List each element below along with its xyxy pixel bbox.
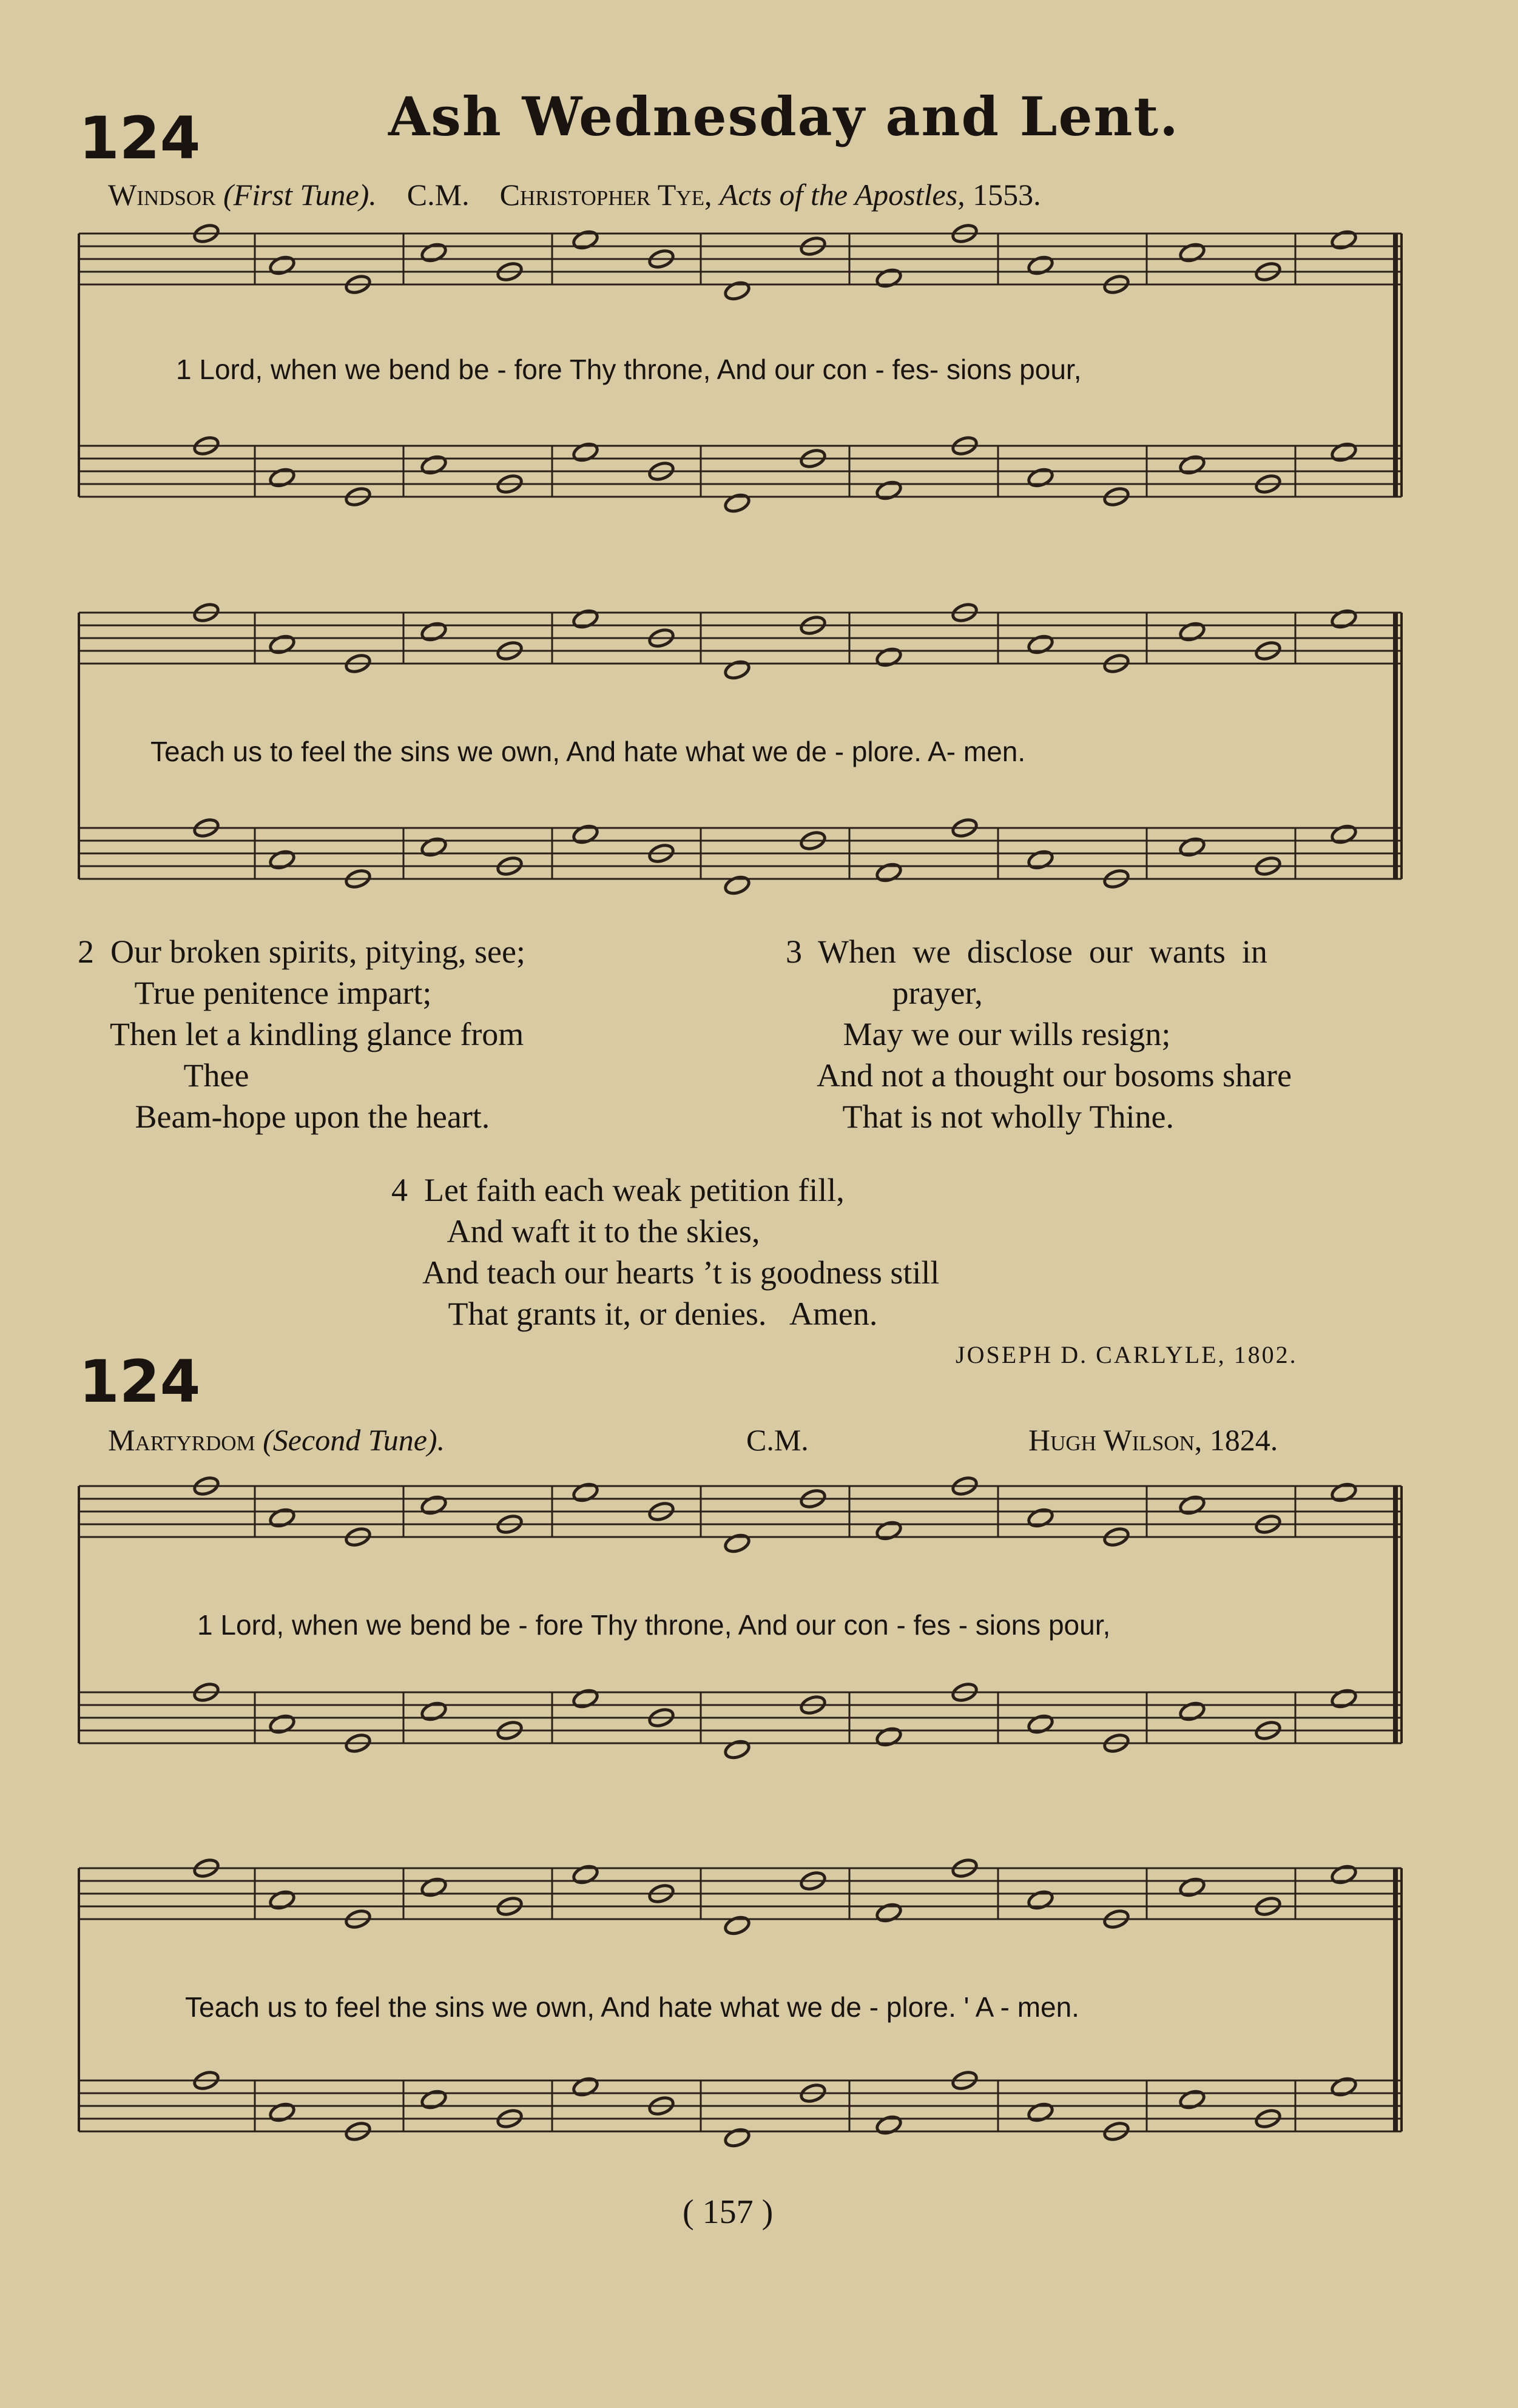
tune2-lyric-line2: Teach us to feel the sins we own, And hate what we de - plore. ' A - men. [185, 1991, 1079, 2023]
tune2-year: 1824. [1209, 1423, 1278, 1457]
page-number: ( 157 ) [683, 2193, 774, 2231]
tune1-label: (First Tune). [223, 178, 377, 212]
tune1-meter: C.M. [406, 178, 470, 212]
verse-2: 2 Our broken spirits, pitying, see; True penitence impart; Then let a kindling glance from Thee Beam-hope upon the heart. [78, 933, 525, 1135]
verse-3: 3 When we disclose our wants in prayer, May we our wills resign; And not a thought our bosoms share That is not wholly Thine. [786, 933, 1292, 1135]
tune1-source: Acts of the Apostles, [719, 178, 965, 212]
tune2-name: Martyrdom [108, 1423, 255, 1457]
page-title: Ash Wednesday and Lent. [388, 85, 1179, 148]
tune2-lyric-line1: 1 Lord, when we bend be - fore Thy throne, And our con - fes - sions pour, [197, 1609, 1111, 1641]
tune2-label: (Second Tune). [263, 1423, 445, 1457]
tune1-composer: Christopher Tye, [499, 178, 712, 212]
tune1-lyric-line2: Teach us to feel the sins we own, And hate what we de - plore. A- men. [150, 736, 1026, 767]
tune2-composer-line [1028, 1422, 1278, 1458]
tune2-meter: C.M. [746, 1423, 809, 1457]
verse-4: 4 Let faith each weak petition fill, And waft it to the skies, And teach our hearts ’t is goodness still That grants it, or denies. Amen. [391, 1172, 940, 1332]
tune2-composer: Hugh Wilson, [1028, 1423, 1203, 1457]
hymn-number-top: 124 [79, 104, 201, 172]
hymn-author: JOSEPH D. CARLYLE, 1802. [956, 1341, 1298, 1368]
tune1-name: Windsor [108, 178, 216, 212]
tune1-year: 1553. [973, 178, 1041, 212]
tune1-lyric-line1: 1 Lord, when we bend be - fore Thy throne, And our con - fes- sions pour, [176, 354, 1082, 385]
tune2-heading [108, 1422, 445, 1458]
hymn-number-bottom: 124 [79, 1348, 201, 1416]
